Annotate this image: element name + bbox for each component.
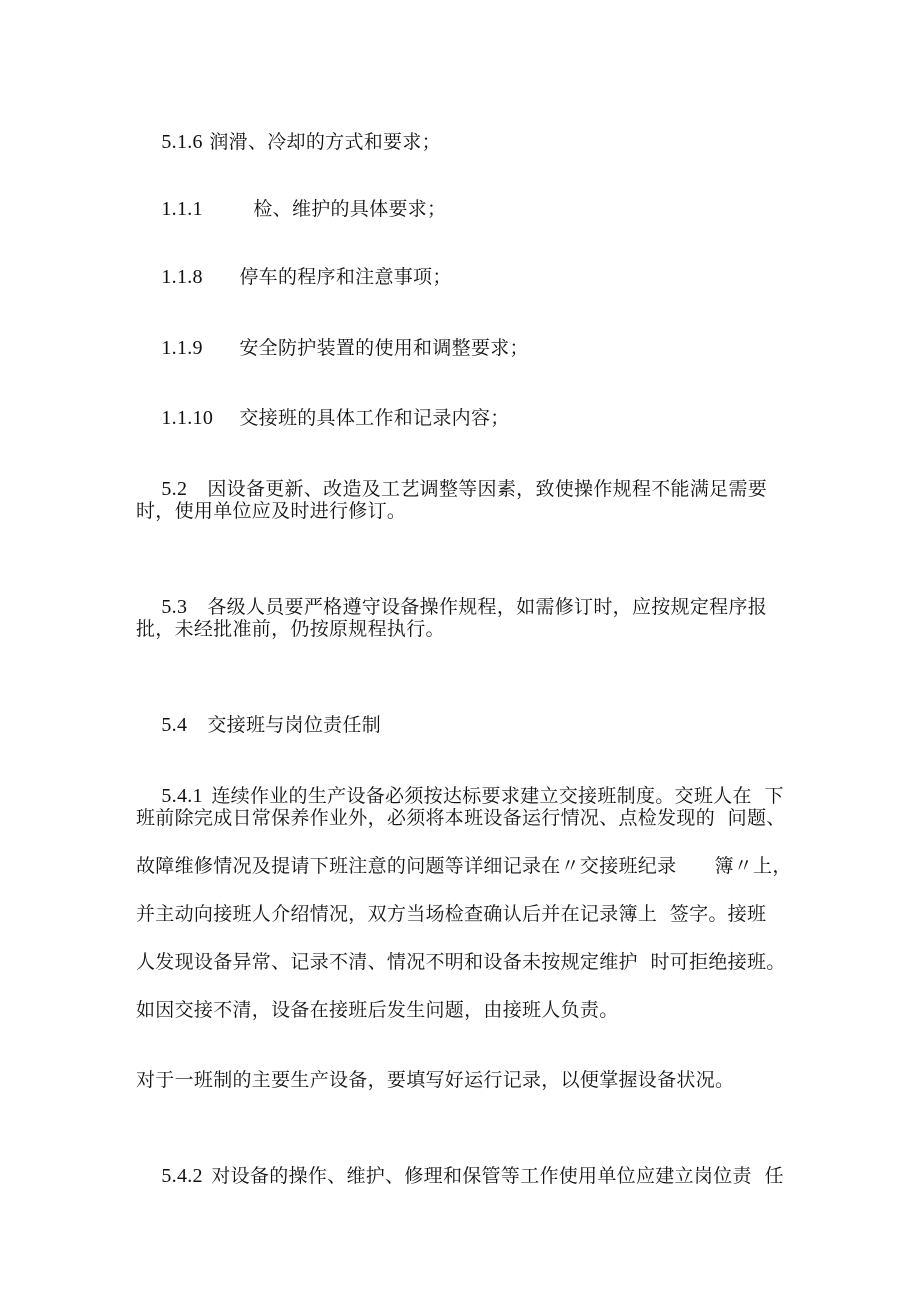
clause-text: 对设备的操作、维护、修理和保管等工作使用单位应建立岗位责 任 [211, 1165, 784, 1187]
clause-1-1-1 [136, 170, 446, 248]
clause-text: 交接班的具体工作和记录内容； [239, 407, 510, 429]
clause-5-2-continuation: 时，使用单位应及时进行修订。 [136, 500, 407, 522]
clause-number: 5.4 [161, 714, 188, 736]
clause-1-1-10 [136, 379, 510, 457]
clause-text: 检、维护的具体要求； [253, 198, 447, 220]
clause-5-4-1-line-2: 班前除完成日常保养作业外，必须将本班设备运行情况、点检发现的 问题、 [136, 807, 786, 829]
clause-1-1-9 [136, 309, 529, 387]
clause-number: 1.1.8 [161, 266, 203, 288]
clause-text: 交接班与岗位责任制 [207, 714, 382, 736]
clause-5-4-1-line-5: 人发现设备异常、记录不清、情况不明和设备未按规定维护 时可拒绝接班。 [136, 951, 786, 973]
paragraph-single-shift: 对于一班制的主要生产设备，要填写好运行记录，以便掌握设备状况。 [136, 1069, 735, 1091]
clause-5-4-2 [136, 1137, 784, 1215]
clause-text: 因设备更新、改造及工艺调整等因素，致使操作规程不能满足需要 [207, 478, 768, 500]
clause-text: 停车的程序和注意事项； [239, 266, 452, 288]
clause-number: 1.1.9 [161, 337, 203, 359]
clause-number: 5.3 [161, 596, 188, 618]
clause-number: 1.1.10 [161, 407, 214, 429]
clause-number: 5.1.6 [161, 131, 203, 153]
clause-5-4-1-line-6: 如因交接不清，设备在接班后发生问题，由接班人负责。 [136, 999, 619, 1021]
clause-text: 各级人员要严格遵守设备操作规程，如需修订时，应按规定程序报 [207, 596, 768, 618]
clause-5-4-1-line-4: 并主动向接班人介绍情况，双方当场检查确认后并在记录簿上 签字。接班 [136, 903, 767, 925]
clause-5-4-heading [136, 686, 381, 764]
clause-text: 安全防护装置的使用和调整要求； [239, 337, 529, 359]
clause-5-3-continuation: 批，未经批准前，仍按原规程执行。 [136, 618, 445, 640]
clause-1-1-8 [136, 238, 452, 316]
clause-number: 5.4.2 [161, 1165, 203, 1187]
clause-number: 1.1.1 [161, 198, 203, 220]
clause-5-4-1-line-3: 故障维修情况及提请下班注意的问题等详细记录在〃交接班纪录 簿〃上， [136, 855, 792, 877]
clause-text: 润滑、冷却的方式和要求； [209, 131, 441, 153]
clause-text: 连续作业的生产设备必须按达标要求建立交接班制度。交班人在 下 [211, 785, 784, 807]
clause-number: 5.2 [161, 478, 188, 500]
clause-number: 5.4.1 [161, 785, 203, 807]
